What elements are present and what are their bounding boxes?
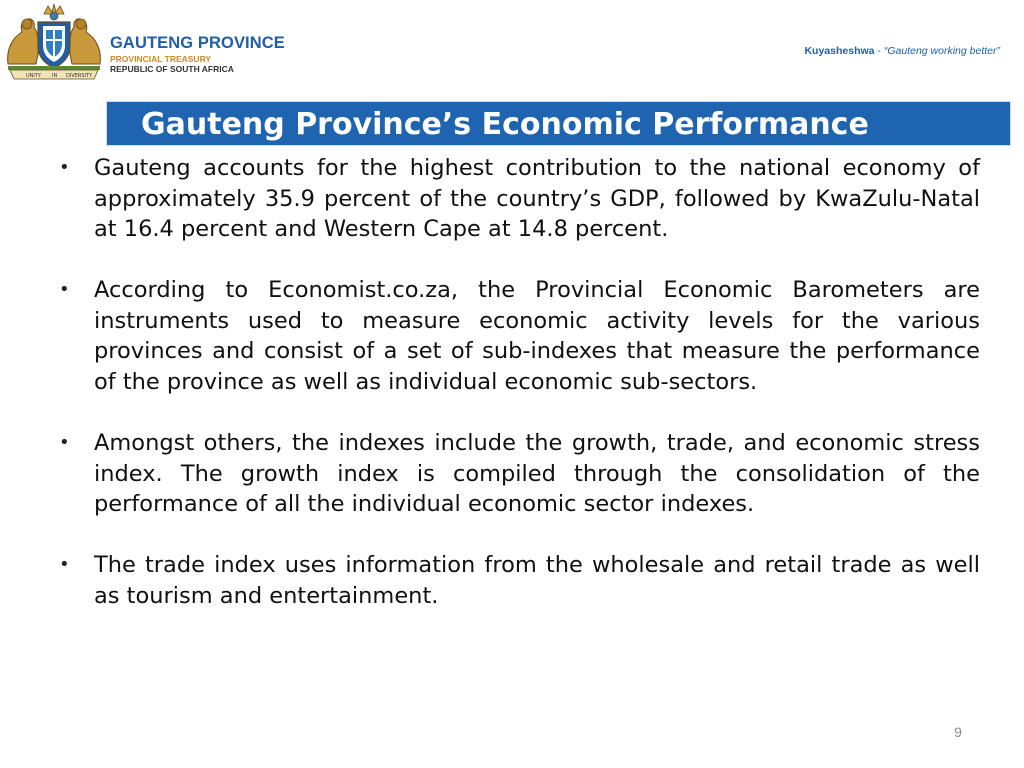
bullet-icon: • <box>59 554 70 576</box>
bullet-list <box>50 153 980 642</box>
bullet-item <box>50 153 980 245</box>
svg-text:DIVERSITY: DIVERSITY <box>66 73 93 79</box>
org-country: REPUBLIC OF SOUTH AFRICA <box>110 64 234 74</box>
bullet-text: According to Economist.co.za, the Provincial Economic Barometers are instruments used to measure economic activity levels for the various provinces and consist of a set of sub-indexes that measure the performance of the province as well as individual economic sub-sectors. <box>94 277 980 396</box>
bullet-icon: • <box>59 432 70 454</box>
bullet-text: The trade index uses information from the wholesale and retail trade as well as tourism and entertainment. <box>94 552 980 610</box>
bullet-item <box>50 550 980 611</box>
org-name: GAUTENG PROVINCE <box>110 34 285 52</box>
bullet-item <box>50 428 980 520</box>
title-bar <box>106 101 1011 146</box>
tagline-word: Kuyasheshwa <box>804 45 875 57</box>
bullet-text: Amongst others, the indexes include the growth, trade, and economic stress index. The growth index is compiled through the consolidation of the performance of all the individual economic sector indexes. <box>94 430 980 518</box>
slide-title: Gauteng Province’s Economic Performance <box>141 107 869 142</box>
tagline-separator: - <box>874 45 884 57</box>
org-department: PROVINCIAL TREASURY <box>110 54 212 64</box>
tagline-quote: “Gauteng working better” <box>883 45 1000 57</box>
bullet-icon: • <box>59 279 70 301</box>
org-wordmark <box>110 34 285 74</box>
bullet-icon: • <box>59 157 70 178</box>
tagline <box>804 45 1000 57</box>
svg-text:IN: IN <box>52 73 58 79</box>
bullet-text: Gauteng accounts for the highest contribution to the national economy of approximately 35.9 percent of the country’s GDP, followed by KwaZulu-Natal at 16.4 percent and Western Cape at 14.8 percent. <box>94 155 980 243</box>
coat-of-arms-icon <box>2 2 106 80</box>
bullet-item <box>50 275 980 397</box>
page-number: 9 <box>954 724 962 740</box>
svg-text:UNITY: UNITY <box>26 73 41 79</box>
